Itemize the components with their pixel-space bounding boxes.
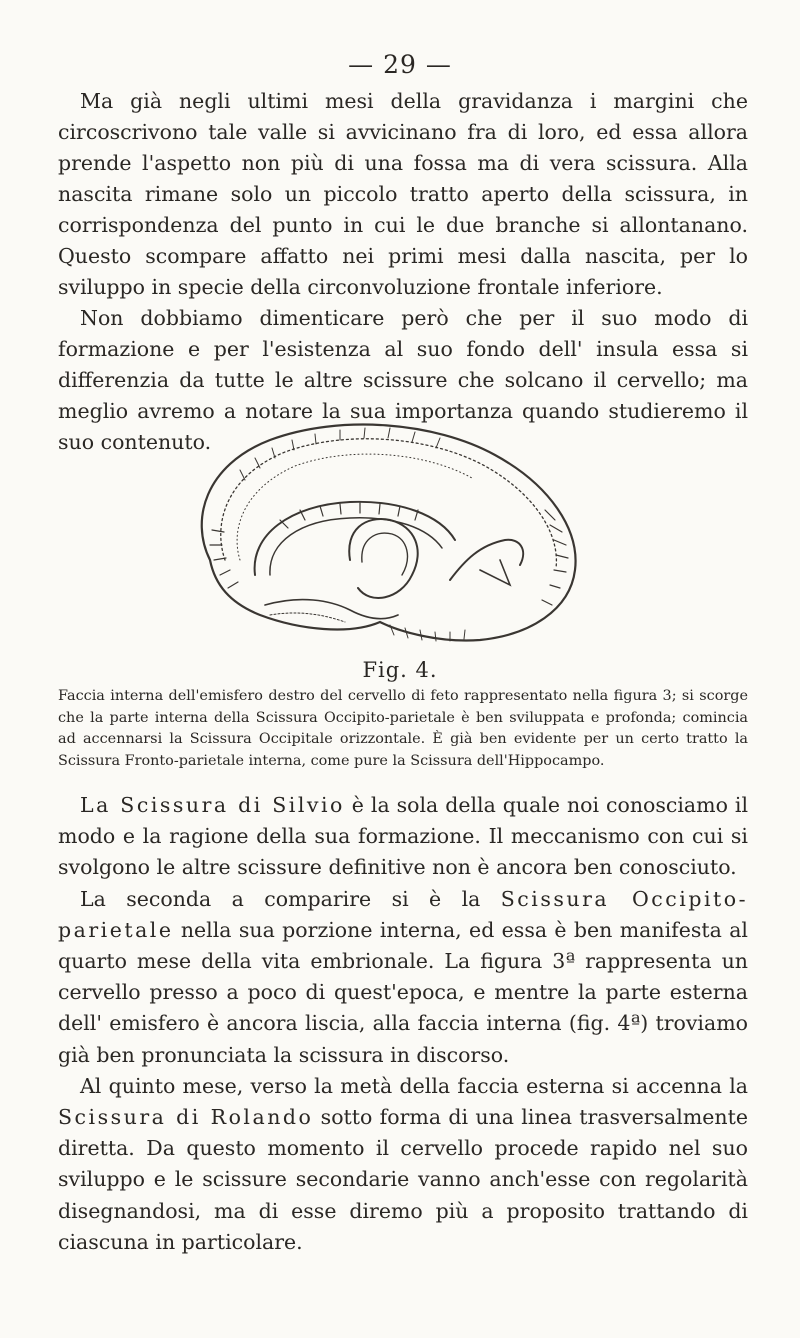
page-number: — 29 — <box>348 50 452 79</box>
term-scissura-rolando: Scissura di Rolando <box>58 1105 314 1130</box>
paragraph-text: è la sola della quale noi conosciamo il modo e la ragione della sua formazione. Il meccanismo con cui si svolgono le altre scissure definitive non è ancora ben conosciuto. <box>58 793 748 880</box>
figure-caption: Faccia interna dell'emisfero destro del cervello di feto rappresentato nella figura 3; si scorge che la parte interna della Scissura Occipito-parietale è ben sviluppata e profonda; comincia ad accennarsi la Scissura Occipitale orizzontale. È già ben evidente per un certo tratto la Scissura Fronto-parietale interna, come pure la Scissura dell'Hippocampo. <box>58 688 748 769</box>
brain-medial-surface-drawing <box>150 410 630 655</box>
paragraph <box>58 884 748 1071</box>
paragraph <box>58 1071 748 1258</box>
term-scissura-occipito-parietale: Scissura Occipito-parietale <box>58 886 749 942</box>
body-text-bottom <box>58 790 748 1258</box>
paragraph-text: La seconda a comparire si è la <box>80 886 501 911</box>
figure-label: Fig. 4. <box>362 658 438 682</box>
paragraph <box>58 790 748 884</box>
body-text-top <box>58 86 748 458</box>
paragraph-text: nella sua porzione interna, ed essa è ben manifesta al quarto mese della vita embrionale. La figura 3ª rappresenta un cervello presso a poco di quest'epoca, e mentre la parte esterna dell' emisfero è ancora liscia, alla faccia interna (fig. 4ª) troviamo già ben pronunciata la scissura in discorso. <box>58 917 748 1067</box>
term-scissura-silvio: La Scissura di Silvio <box>80 793 345 817</box>
brain-illustration <box>0 410 800 655</box>
paragraph-text: sotto forma di una linea trasversalmente diretta. Da questo momento il cervello procede rapido nel suo sviluppo e le scissure secondarie vanno anch'esse con regolarità disegnandosi, ma di esse diremo più a proposito trattando di ciascuna in particolare. <box>58 1105 749 1254</box>
paragraph: Non dobbiamo dimenticare però che per il suo modo di formazione e per l'esistenza al suo fondo dell' insula essa si differenzia da tutte le altre scissure che solcano il cervello; ma meglio avremo a notare la sua importanza quando studieremo il suo contenuto. <box>58 306 748 454</box>
paragraph-text: Al quinto mese, verso la metà della faccia esterna si accenna la <box>80 1073 748 1098</box>
paragraph: Ma già negli ultimi mesi della gravidanza i margini che circoscrivono tale valle si avvicinano fra di loro, ed essa allora prende l'aspetto non più di una fossa ma di vera scissura. Alla nascita rimane solo un piccolo tratto aperto della scissura, in corrispondenza del punto in cui le due branche si allontanano. Questo scompare affatto nei primi mesi dalla nascita, per lo sviluppo in specie della circonvoluzione frontale inferiore. <box>58 89 748 299</box>
